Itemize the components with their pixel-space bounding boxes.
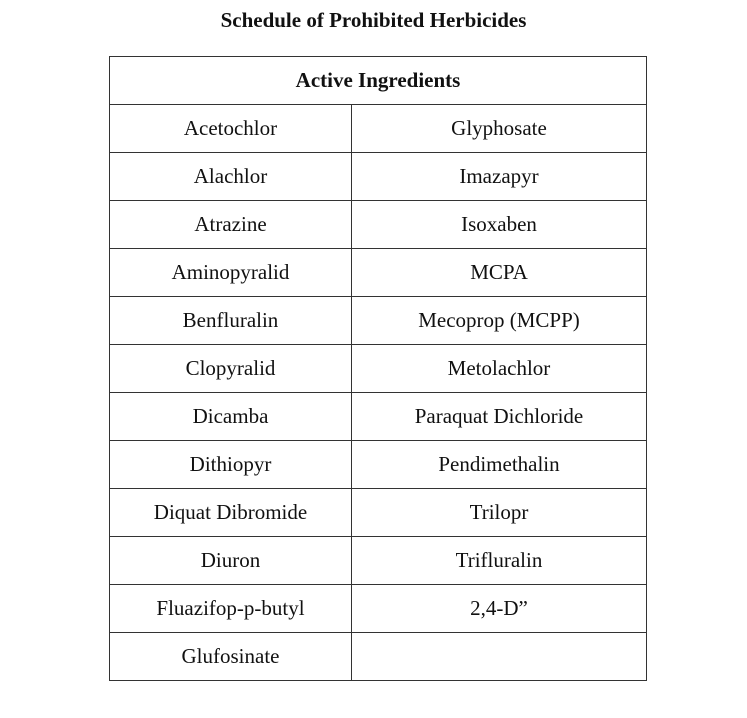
- table-row: [110, 441, 647, 489]
- table-row: [110, 297, 647, 345]
- table-cell: Acetochlor: [110, 105, 352, 153]
- table-row: [110, 489, 647, 537]
- table-cell: Isoxaben: [352, 201, 647, 249]
- table-cell: Diuron: [110, 537, 352, 585]
- table-row: [110, 105, 647, 153]
- table-cell: Glufosinate: [110, 633, 352, 681]
- table-cell: Aminopyralid: [110, 249, 352, 297]
- table-row: [110, 537, 647, 585]
- table-cell: Alachlor: [110, 153, 352, 201]
- herbicides-table: [109, 56, 647, 681]
- table-cell: 2,4-D”: [352, 585, 647, 633]
- table-row: [110, 633, 647, 681]
- table-cell: Mecoprop (MCPP): [352, 297, 647, 345]
- table-cell: Fluazifop-p-butyl: [110, 585, 352, 633]
- table-cell: Paraquat Dichloride: [352, 393, 647, 441]
- table-cell: Glyphosate: [352, 105, 647, 153]
- table-cell: Trifluralin: [352, 537, 647, 585]
- table-header: Active Ingredients: [110, 57, 647, 105]
- table-cell: [352, 633, 647, 681]
- table-row: [110, 153, 647, 201]
- table-header-row: [110, 57, 647, 105]
- table-cell: Imazapyr: [352, 153, 647, 201]
- table-cell: Dithiopyr: [110, 441, 352, 489]
- table-cell: Atrazine: [110, 201, 352, 249]
- table-row: [110, 201, 647, 249]
- table-row: [110, 393, 647, 441]
- table-cell: Trilopr: [352, 489, 647, 537]
- table-cell: MCPA: [352, 249, 647, 297]
- table-cell: Dicamba: [110, 393, 352, 441]
- table-row: [110, 345, 647, 393]
- page-title: Schedule of Prohibited Herbicides: [220, 8, 527, 32]
- table-row: [110, 249, 647, 297]
- table-cell: Clopyralid: [110, 345, 352, 393]
- table-row: [110, 585, 647, 633]
- table-cell: Benfluralin: [110, 297, 352, 345]
- table-cell: Diquat Dibromide: [110, 489, 352, 537]
- table-cell: Pendimethalin: [352, 441, 647, 489]
- table-cell: Metolachlor: [352, 345, 647, 393]
